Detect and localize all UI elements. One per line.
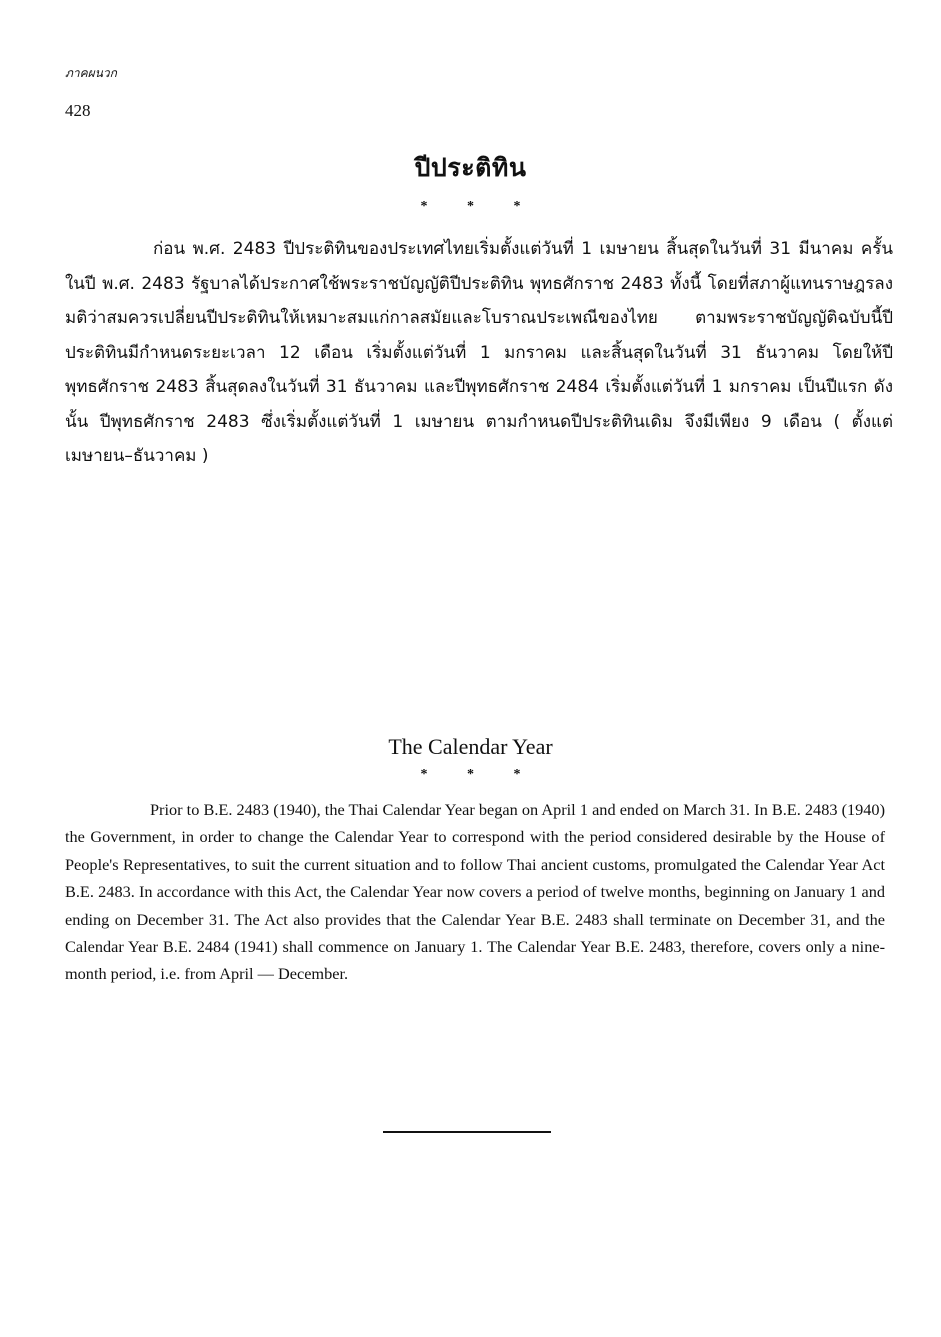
thai-separator [0, 199, 941, 215]
english-body-paragraph: Prior to B.E. 2483 (1940), the Thai Calendar Year began on April 1 and ended on March 31. In B.E. 2483 (1940) the Government, in order to change the Calendar Year to correspond with the period considered desirable by the House of People's Representatives, to suit the current situation and to follow Thai ancient customs, promulgated the Calendar Year Act B.E. 2483. In accordance with this Act, the Calendar Year now covers a period of twelve months, beginning on January 1 and ending on December 31. The Act also provides that the Calendar Year B.E. 2483 shall terminate on December 31, and the Calendar Year B.E. 2484 (1941) shall commence on January 1. The Calendar Year B.E. 2483, therefore, covers only a nine-month period, i.e. from April — December. [65, 800, 885, 984]
separator-star: * [467, 767, 474, 782]
thai-body-paragraph: ก่อน พ.ศ. 2483 ปีประติทินของประเทศไทยเริ่มตั้งแต่วันที่ 1 เมษายน สิ้นสุดในวันที่ 31 มีนาคม ครั้นในปี พ.ศ. 2483 รัฐบาลได้ประกาศใช้พระราชบัญญัติปีประติทิน พุทธศักราช 2483 ทั้งนี้ โดยที่สภาผู้แทนราษฎรลงมติว่าสมควรเปลี่ยนปีประติทินให้เหมาะสมแก่กาลสมัยและโบราณประเพณีของไทย ตามพระราชบัญญัติฉบับนี้ปีประติทินมีกำหนดระยะเวลา 12 เดือน เริ่มตั้งแต่วันที่ 1 มกราคม และสิ้นสุดในวันที่ 31 ธันวาคม โดยให้ปีพุทธศักราช 2483 สิ้นสุดลงในวันที่ 31 ธันวาคม และปีพุทธศักราช 2484 เริ่มตั้งแต่วันที่ 1 มกราคม เป็นปีแรก ดังนั้น ปีพุทธศักราช 2483 ซึ่งเริ่มตั้งแต่วันที่ 1 เมษายน ตามกำหนดปีประติทินเดิม จึงมีเพียง 9 เดือน ( ตั้งแต่ เมษายน–ธันวาคม ) [65, 239, 893, 466]
thai-title: ปีประติทิน [414, 153, 527, 182]
separator-star: * [420, 767, 428, 782]
english-separator [0, 767, 941, 783]
separator-star: * [513, 767, 521, 782]
separator-star: * [420, 199, 428, 214]
english-title: The Calendar Year [388, 734, 553, 759]
page-number: 428 [65, 101, 91, 120]
footer-divider [383, 1131, 551, 1133]
separator-star: * [467, 199, 474, 214]
separator-star: * [513, 199, 521, 214]
section-label: ภาคผนวก [65, 66, 117, 80]
